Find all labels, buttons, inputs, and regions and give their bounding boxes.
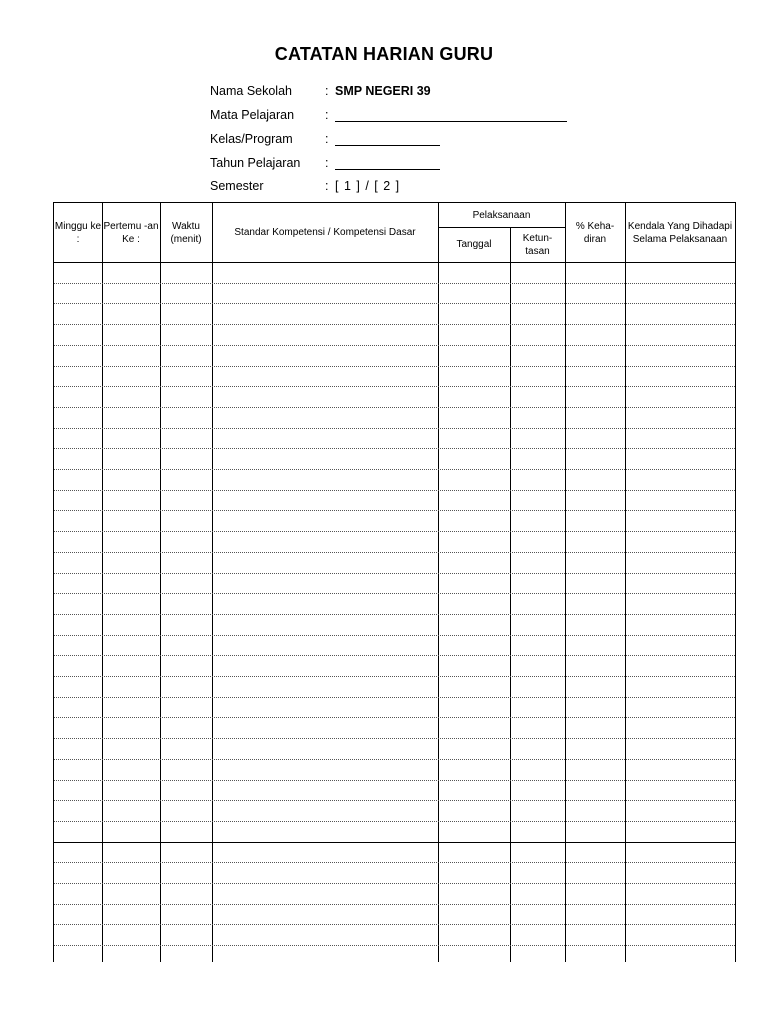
table-row-line: [54, 345, 735, 346]
year-label: Tahun Pelajaran: [210, 156, 301, 170]
column-divider: [510, 227, 511, 962]
table-row-line: [54, 366, 735, 367]
table-row-line: [54, 697, 735, 698]
table-row-line: [54, 283, 735, 284]
column-divider: [565, 203, 566, 962]
table-row-line: [54, 303, 735, 304]
column-divider: [212, 203, 213, 962]
semester-value: [ 1 ] / [ 2 ]: [335, 179, 401, 193]
header-kendala: Kendala Yang Dihadapi Selama Pelaksanaan: [627, 220, 733, 245]
header-sk-kd: Standar Kompetensi / Kompetensi Dasar: [234, 227, 416, 238]
table-row-line: [54, 552, 735, 553]
table-row-line: [54, 717, 735, 718]
header-waktu: Waktu (menit): [170, 220, 202, 245]
semester-colon: :: [325, 179, 329, 193]
subject-blank-line[interactable]: [335, 121, 567, 122]
table-row-line: [54, 490, 735, 491]
table-row-line: [54, 759, 735, 760]
school-colon: :: [325, 84, 329, 98]
table-row-line: [54, 407, 735, 408]
class-label: Kelas/Program: [210, 132, 293, 146]
table-row-line: [54, 924, 735, 925]
header-minggu: Minggu ke :: [54, 220, 102, 245]
subject-label: Mata Pelajaran: [210, 108, 295, 122]
table-row-line: [54, 676, 735, 677]
header-kehadiran: % Keha- diran: [575, 220, 615, 245]
table-row-line: [54, 821, 735, 822]
column-divider: [160, 203, 161, 962]
table-row-line: [54, 780, 735, 781]
year-colon: :: [325, 156, 329, 170]
page-title: CATATAN HARIAN GURU: [274, 44, 494, 64]
log-table: [53, 202, 736, 962]
subject-colon: :: [325, 108, 329, 122]
table-row-line: [54, 386, 735, 387]
semester-label: Semester: [210, 179, 264, 193]
table-row-line: [54, 800, 735, 801]
table-row-line: [54, 428, 735, 429]
table-row-line: [54, 510, 735, 511]
column-divider: [438, 203, 439, 962]
table-row-line: [54, 655, 735, 656]
header-tanggal: Tanggal: [456, 239, 492, 250]
pelaksanaan-subdivider: [438, 227, 565, 228]
column-divider: [625, 203, 626, 962]
table-row-line: [54, 448, 735, 449]
school-value: SMP NEGERI 39: [335, 84, 431, 98]
year-blank-line[interactable]: [335, 169, 440, 170]
table-row-line: [54, 593, 735, 594]
table-row-line: [54, 738, 735, 739]
class-colon: :: [325, 132, 329, 146]
header-pertemuan: Pertemu -an Ke :: [103, 220, 159, 245]
table-row-line: [54, 614, 735, 615]
table-row-line: [54, 635, 735, 636]
table-row-line: [54, 862, 735, 863]
table-row-line: [54, 883, 735, 884]
table-row-line: [54, 324, 735, 325]
table-row-line: [54, 469, 735, 470]
column-divider: [102, 203, 103, 962]
table-row-line: [54, 531, 735, 532]
table-row-line: [54, 904, 735, 905]
table-row-line: [54, 842, 735, 843]
header-bottom-line: [54, 262, 735, 263]
table-row-line: [54, 945, 735, 946]
school-label: Nama Sekolah: [210, 84, 292, 98]
table-row-line: [54, 573, 735, 574]
header-ketuntasan: Ketun- tasan: [522, 232, 553, 257]
class-blank-line[interactable]: [335, 145, 440, 146]
header-pelaksanaan: Pelaksanaan: [472, 209, 531, 221]
